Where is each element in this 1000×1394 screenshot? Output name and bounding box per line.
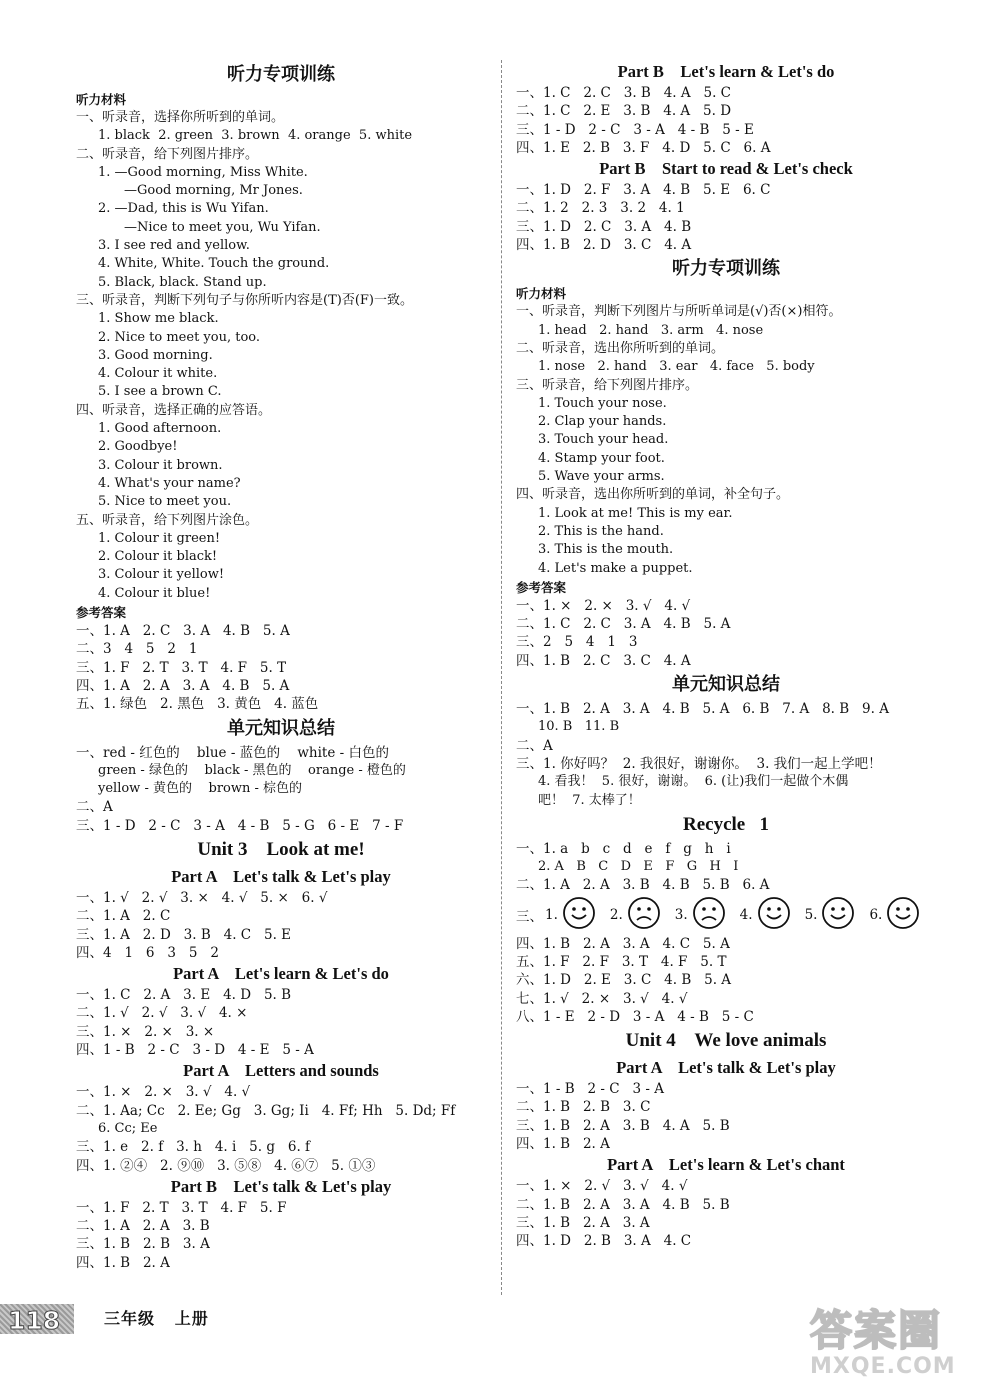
answer-line: 二、1. B 2. A 3. A 4. B 5. B [516, 1196, 730, 1213]
text-line: 3. Colour it brown. [98, 457, 223, 473]
answer-line: 一、1. √ 2. √ 3. × 4. √ 5. × 6. √ [76, 889, 328, 906]
answer-line: 四、1. A 2. A 3. A 4. B 5. A [76, 677, 290, 694]
text-line: 1. Colour it green! [98, 530, 221, 546]
answer-line: 四、1. B 2. A [516, 1136, 610, 1153]
answer-line: 五、1. 绿色 2. 黑色 3. 黄色 4. 蓝色 [76, 696, 319, 713]
part-heading: Part B Start to read & Let's check [599, 159, 853, 179]
face-number: 2. [609, 906, 623, 923]
text-line: 吧！ 7. 太棒了！ [538, 792, 641, 808]
answer-line: 一、1. a b c d e f g h i [516, 840, 731, 857]
answer-line: 一、1. × 2. × 3. √ 4. √ [516, 597, 691, 614]
page-footer [0, 1300, 500, 1340]
question-line: 三、听录音，判断下列句子与你所听内容是(T)否(F)一致。 [76, 292, 413, 308]
left-column [76, 60, 486, 1272]
unit-heading: Unit 3 Look at me! [197, 838, 365, 860]
text-line: 2. Colour it black! [98, 549, 218, 565]
smiley-face-icon [558, 896, 596, 934]
answer-line: 四、1. ②④ 2. ⑨⑩ 3. ⑤⑧ 4. ⑥⑦ 5. ①③ [76, 1157, 376, 1174]
answer-line: 四、4 1 6 3 5 2 [76, 944, 219, 961]
text-line: 2. Nice to meet you, too. [98, 329, 261, 345]
text-line: —Nice to meet you, Wu Yifan. [124, 219, 321, 235]
face-number: 5. [804, 906, 818, 923]
grade-label: 三年级 上册 [104, 1309, 209, 1328]
text-line: 5. Nice to meet you. [98, 494, 232, 510]
answer-line: 三、1. B 2. B 3. A [76, 1236, 210, 1253]
answer-line: 三、1. A 2. D 3. B 4. C 5. E [76, 926, 292, 943]
answer-line: 六、1. D 2. E 3. C 4. B 5. A [516, 972, 732, 989]
question-line: 三、听录音，给下列图片排序。 [516, 377, 699, 393]
text-line: green - 绿色的 black - 黑色的 orange - 橙色的 [98, 762, 406, 778]
question-line: 五、听录音，给下列图片涂色。 [76, 512, 259, 528]
answer-line: 二、1. A 2. A 3. B [76, 1218, 210, 1235]
answer-line: 四、1. B 2. C 3. C 4. A [516, 652, 691, 669]
face-number: 4. [739, 906, 753, 923]
answer-line: 二、A [76, 799, 113, 816]
answer-line: 二、1. √ 2. √ 3. √ 4. × [76, 1005, 248, 1022]
text-line: —Good morning, Mr Jones. [124, 183, 303, 199]
question-line: 四、听录音，选择正确的应答语。 [76, 402, 272, 418]
question-line: 二、听录音，给下列图片排序。 [76, 146, 259, 162]
answer-line: 二、1. Aa; Cc 2. Ee; Gg 3. Gg; Ii 4. Ff; Hh 5. Dd; Ff [76, 1102, 456, 1119]
smiley-face-icon [882, 896, 920, 934]
subsection-label: 听力材料 [76, 92, 127, 107]
text-line: 1. Good afternoon. [98, 421, 222, 437]
answer-line: 一、1. D 2. F 3. A 4. B 5. E 6. C [516, 182, 771, 199]
watermark-url: MXQE.COM [810, 1354, 956, 1379]
text-line: 1. Show me black. [98, 311, 219, 327]
text-line: 1. nose 2. hand 3. ear 4. face 5. body [538, 359, 815, 375]
face-item [675, 896, 726, 934]
text-line: 5. I see a brown C. [98, 384, 222, 400]
unit-heading: Unit 4 We love animals [625, 1030, 827, 1052]
unit-heading: Recycle 1 [683, 813, 769, 835]
answer-line: 一、1. × 2. × 3. √ 4. √ [76, 1084, 251, 1101]
answer-line: 二、1. C 2. E 3. B 4. A 5. D [516, 103, 732, 120]
text-line: 5. Black, black. Stand up. [98, 274, 267, 290]
column-divider [501, 60, 502, 1295]
text-line: 3. Touch your head. [538, 432, 669, 448]
answer-line: 一、1. A 2. C 3. A 4. B 5. A [76, 623, 290, 640]
text-line: 1. Touch your nose. [538, 395, 667, 411]
part-heading: Part A Let's learn & Let's chant [607, 1155, 845, 1175]
answer-line: 三、1. e 2. f 3. h 4. i 5. g 6. f [76, 1139, 311, 1156]
part-heading: Part B Let's learn & Let's do [617, 62, 835, 81]
face-item [610, 896, 661, 934]
answer-line: 四、1. D 2. B 3. A 4. C [516, 1233, 692, 1250]
sad-face-icon [623, 896, 661, 934]
text-line: 4. What's your name? [98, 475, 241, 491]
text-line: 4. 看我！ 5. 很好，谢谢。 6. (让)我们一起做个木偶 [538, 774, 849, 790]
answer-line: 二、1. B 2. B 3. C [516, 1099, 651, 1116]
smiley-face-icon [817, 896, 855, 934]
answer-line: 一、1. F 2. T 3. T 4. F 5. F [76, 1199, 287, 1216]
subsection-label: 参考答案 [516, 579, 567, 595]
text-line: 4. Colour it white. [98, 366, 218, 382]
watermark-logo: 答案圈 [810, 1306, 943, 1355]
text-line: 3. Colour it yellow! [98, 567, 225, 583]
question-line: 一、听录音，选择你所听到的单词。 [76, 110, 285, 125]
text-line: 4. Colour it blue! [98, 585, 211, 601]
answer-line: 三、1. B 2. A 3. A [516, 1214, 650, 1231]
part-heading: Part A Let's learn & Let's do [173, 964, 389, 984]
face-number: 3. [674, 906, 688, 923]
answer-line: 一、1. C 2. C 3. B 4. A 5. C [516, 85, 732, 101]
text-line: 1. Look at me! This is my ear. [538, 505, 733, 521]
answer-line: 二、3 4 5 2 1 [76, 641, 198, 658]
answer-line: 一、1. B 2. A 3. A 4. B 5. A 6. B 7. A 8. B 9. A [516, 701, 889, 718]
section-title: 单元知识总结 [672, 674, 780, 696]
part-heading: Part A Let's talk & Let's play [616, 1058, 836, 1078]
page-number-box [0, 1304, 74, 1334]
question-line: 四、听录音，选出你所听到的单词，补全句子。 [516, 487, 790, 503]
answer-line: 二、1. 2 2. 3 3. 2 4. 1 [516, 200, 685, 217]
section-title: 单元知识总结 [227, 717, 335, 739]
answer-line: 一、1 - B 2 - C 3 - A [516, 1081, 664, 1098]
answer-line: 五、1. F 2. F 3. T 4. F 5. T [516, 953, 727, 970]
text-line: 6. Cc; Ee [98, 1120, 158, 1136]
text-line: 2. Goodbye! [98, 439, 178, 455]
part-heading: Part B Let's talk & Let's play [170, 1176, 392, 1196]
smiley-face-icon [753, 896, 791, 934]
answer-line: 三、1. D 2. C 3. A 4. B [516, 218, 692, 235]
text-line: 4. Let's make a puppet. [538, 560, 693, 576]
answer-line: 四、1. B 2. A [76, 1254, 170, 1271]
answer-line: 二、A [516, 737, 553, 754]
question-line: 一、听录音，判断下列图片与所听单词是(√)否(×)相符。 [516, 304, 842, 320]
answer-line: 八、1 - E 2 - D 3 - A 4 - B 5 - C [516, 1008, 754, 1025]
answer-line: 二、1. C 2. C 3. A 4. B 5. A [516, 616, 731, 633]
text-line: 3. Good morning. [98, 347, 213, 363]
right-column [516, 60, 936, 1251]
sad-face-icon [688, 896, 726, 934]
text-line: 2. Clap your hands. [538, 414, 667, 430]
answer-line: 七、1. √ 2. × 3. √ 4. √ [516, 990, 688, 1007]
text-line: 10. B 11. B [538, 719, 620, 735]
text-line: 2. A B C D E F G H I [538, 859, 739, 875]
answer-line: 三、2 5 4 1 3 [516, 634, 638, 651]
question-number: 三、 [516, 908, 543, 925]
face-item [805, 896, 856, 934]
text-line: 5. Wave your arms. [538, 469, 665, 485]
page-number: 118 [8, 1306, 61, 1335]
answer-line: 二、1. A 2. A 3. B 4. B 5. B 6. A [516, 877, 770, 894]
answer-line: 三、1. 你好吗？ 2. 我很好，谢谢你。 3. 我们一起上学吧！ [516, 755, 882, 772]
answer-line: 三、1. F 2. T 3. T 4. F 5. T [76, 659, 287, 676]
text-line: 4. Stamp your foot. [538, 450, 665, 466]
answer-line: 一、red - 红色的 blue - 蓝色的 white - 白色的 [76, 744, 389, 761]
answer-line: 一、1. C 2. A 3. E 4. D 5. B [76, 987, 292, 1004]
text-line: 3. This is the mouth. [538, 542, 674, 558]
answer-line: 三、1 - D 2 - C 3 - A 4 - B 5 - G 6 - E 7 - F [76, 817, 404, 834]
question-line: 二、听录音，选出你所听到的单词。 [516, 340, 725, 356]
text-line: yellow - 黄色的 brown - 棕色的 [98, 781, 303, 797]
text-line: 3. I see red and yellow. [98, 238, 250, 254]
answer-line: 一、1. × 2. √ 3. √ 4. √ [516, 1178, 688, 1195]
text-line: 1. black 2. green 3. brown 4. orange 5. white [98, 128, 413, 144]
face-item [740, 896, 791, 934]
subsection-label: 参考答案 [76, 605, 127, 621]
text-line: 4. White, White. Touch the ground. [98, 256, 330, 272]
subsection-label: 听力材料 [516, 286, 567, 302]
answer-line: 四、1 - B 2 - C 3 - D 4 - E 5 - A [76, 1042, 314, 1059]
text-line: 1. head 2. hand 3. arm 4. nose [538, 322, 764, 338]
text-line: 2. —Dad, this is Wu Yifan. [98, 201, 269, 217]
answer-line: 四、1. B 2. D 3. C 4. A [516, 237, 692, 254]
face-answer-row [516, 895, 936, 935]
face-number: 1. [545, 906, 558, 923]
section-title: 听力专项训练 [227, 64, 335, 85]
text-line: 2. This is the hand. [538, 523, 664, 539]
answer-line: 四、1. E 2. B 3. F 4. D 5. C 6. A [516, 139, 771, 156]
answer-line: 三、1. × 2. × 3. × [76, 1023, 215, 1040]
text-line: 1. —Good morning, Miss White. [98, 164, 308, 180]
face-item [545, 896, 596, 934]
watermark [810, 1308, 990, 1388]
part-heading: Part A Let's talk & Let's play [171, 866, 391, 886]
part-heading: Part A Letters and sounds [183, 1061, 379, 1081]
answer-line: 三、1. B 2. A 3. B 4. A 5. B [516, 1117, 730, 1134]
answer-line: 三、1 - D 2 - C 3 - A 4 - B 5 - E [516, 121, 754, 138]
face-item [869, 896, 920, 934]
answer-line: 二、1. A 2. C [76, 908, 171, 925]
answer-line: 四、1. B 2. A 3. A 4. C 5. A [516, 935, 730, 952]
face-number: 6. [869, 906, 883, 923]
section-title: 听力专项训练 [672, 258, 780, 280]
